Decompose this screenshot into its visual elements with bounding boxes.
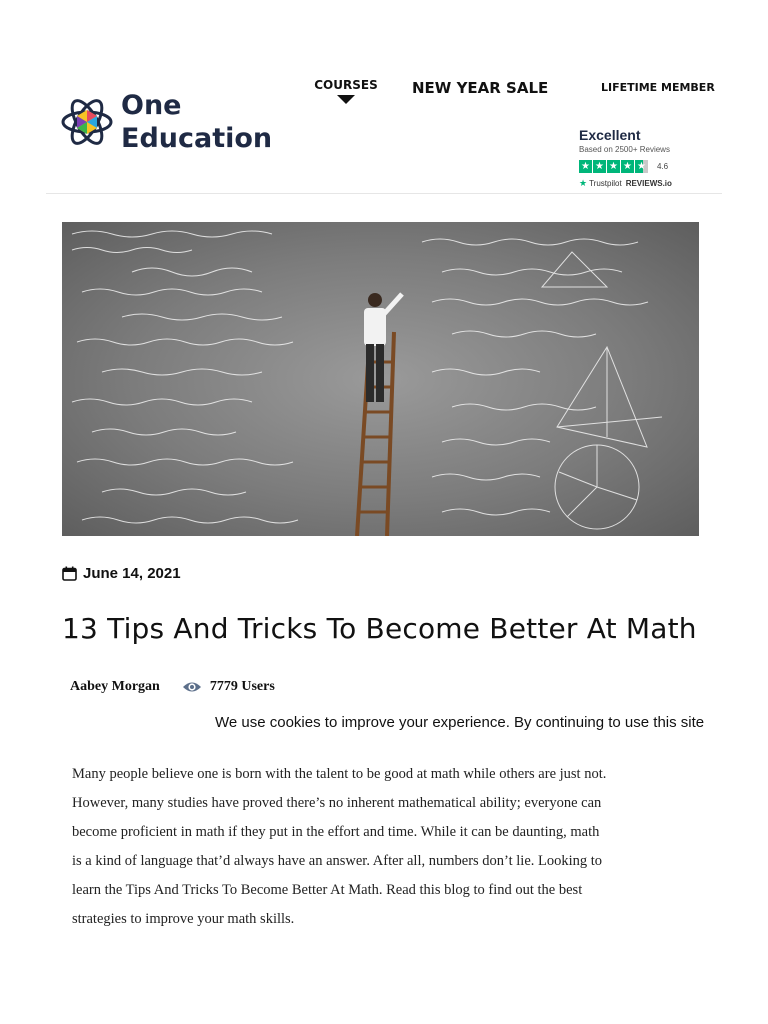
- body-line: However, many studies have proved there’s no inherent mathematical ability; everyone can: [72, 795, 602, 811]
- atom-logo-icon: [60, 90, 114, 154]
- reviews-io-brand: REVIEWS.io: [625, 179, 672, 188]
- body-line: strategies to improve your math skills.: [72, 911, 295, 927]
- star-icon: ★: [621, 160, 634, 173]
- body-line: learn the Tips And Tricks To Become Better At Math. Read this blog to find out the best: [72, 882, 583, 898]
- header-divider: [46, 193, 722, 194]
- star-icon: ★: [579, 160, 592, 173]
- calendar-icon: [62, 566, 77, 581]
- nav-lifetime-membership[interactable]: LIFETIME MEMBER: [601, 81, 715, 94]
- star-half-icon: ★: [635, 160, 648, 173]
- nav-courses[interactable]: [311, 78, 381, 104]
- logo-text-education: Education: [121, 123, 273, 154]
- caret-down-icon: [337, 95, 355, 104]
- trustpilot-brand: Trustpilot: [589, 179, 622, 188]
- body-line: is a kind of language that’d always have an answer. After all, numbers don’t lie. Looking to: [72, 853, 603, 869]
- post-date-row: [62, 565, 181, 582]
- post-title: 13 Tips And Tricks To Become Better At Math: [62, 612, 697, 645]
- trustpilot-star-icon: ★: [579, 178, 588, 188]
- star-icon: ★: [593, 160, 606, 173]
- star-icon: ★: [607, 160, 620, 173]
- post-meta: [70, 679, 275, 695]
- cookie-notice: We use cookies to improve your experience. By continuing to use this site: [215, 714, 705, 731]
- hero-image: [62, 222, 699, 536]
- trust-score: 4.6: [657, 162, 669, 171]
- body-line: become proficient in math if they put in the effort and time. While it can be daunting, math: [72, 824, 600, 840]
- article-body: [72, 760, 692, 934]
- view-count: 7779 Users: [209, 679, 275, 694]
- nav-courses-label: COURSES: [314, 78, 378, 92]
- eye-icon: [182, 680, 202, 694]
- trustpilot-widget[interactable]: [579, 127, 719, 189]
- site-logo[interactable]: [60, 90, 280, 160]
- body-line: Many people believe one is born with the talent to be good at math while others are just not.: [72, 766, 607, 782]
- nav-new-year-sale[interactable]: NEW YEAR SALE: [412, 79, 549, 97]
- logo-text-one: One: [121, 90, 182, 121]
- post-date: June 14, 2021: [83, 565, 181, 582]
- chalkboard-illustration-icon: [62, 222, 699, 536]
- trust-rating-label: Excellent: [579, 127, 641, 143]
- trust-review-count: Based on 2500+ Reviews: [579, 145, 670, 154]
- author-name[interactable]: Aabey Morgan: [70, 679, 160, 694]
